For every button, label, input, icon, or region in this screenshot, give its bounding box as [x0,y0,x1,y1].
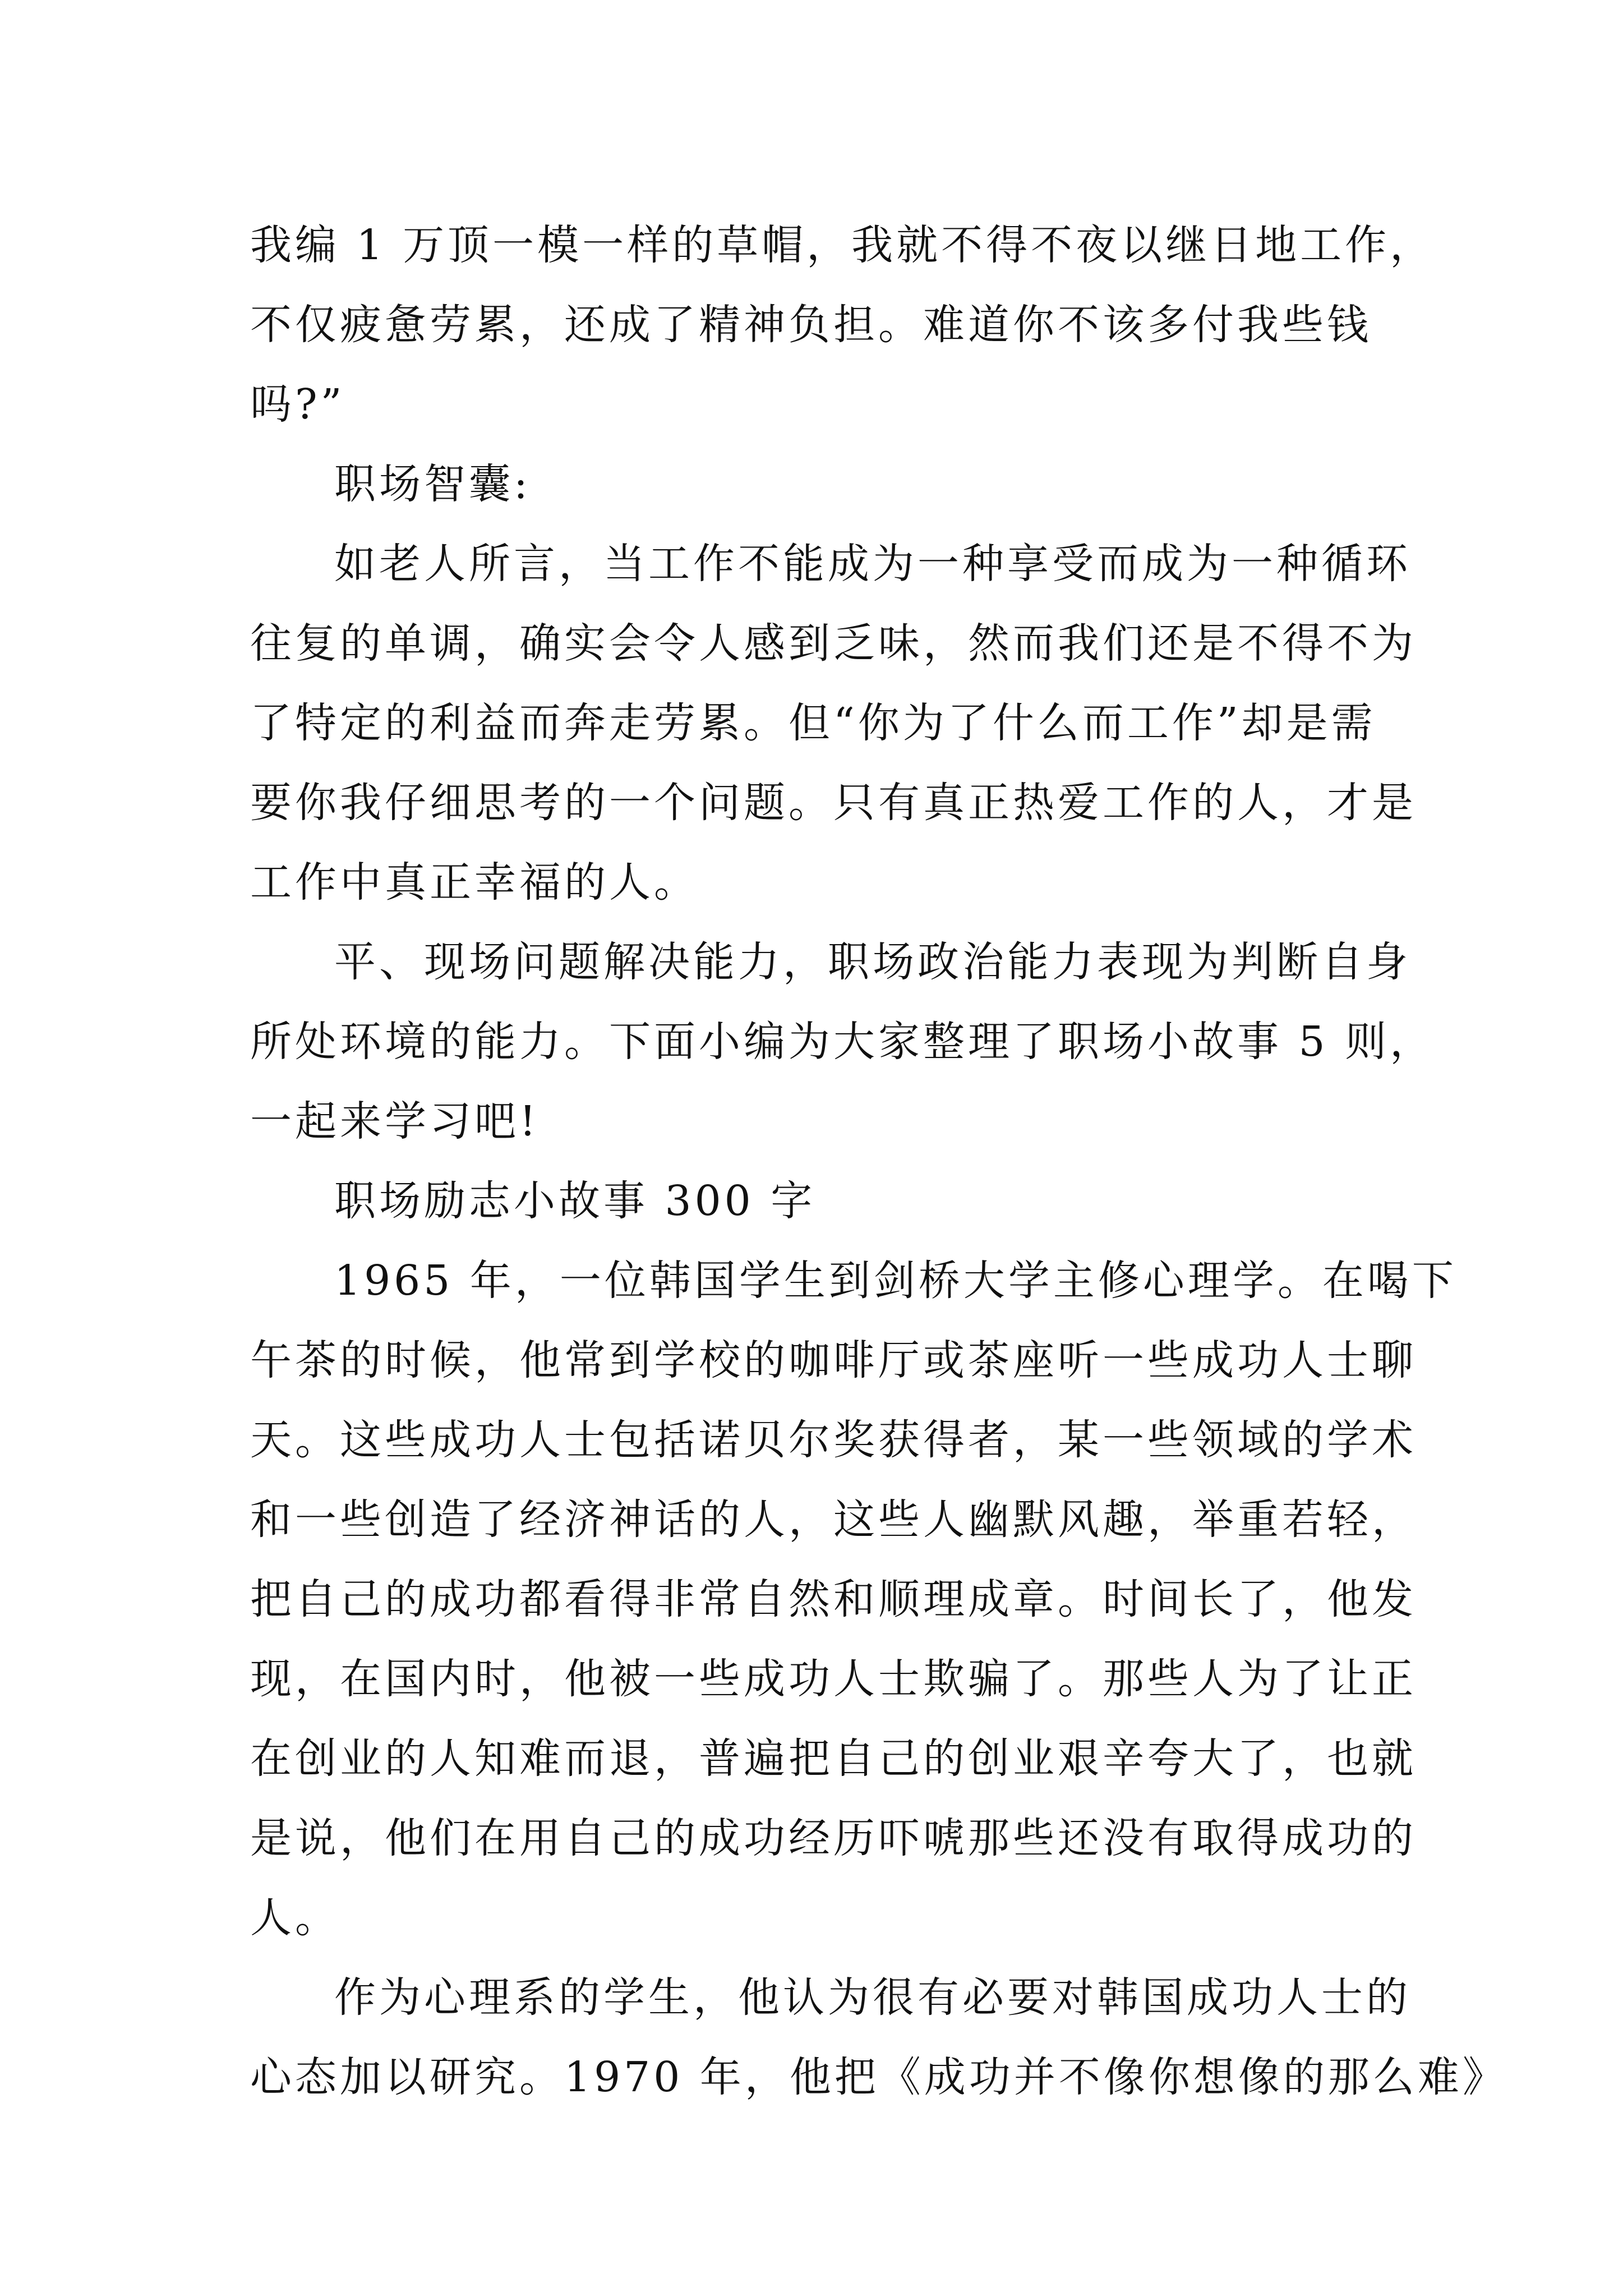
text-line: 我编 1 万顶一模一样的草帽，我就不得不夜以继日地工作， [250,221,1435,269]
section-heading: 职场励志小故事 300 字 [334,1177,816,1225]
text-line: 把自己的成功都看得非常自然和顺理成章。时间长了，他发 [250,1575,1417,1623]
text-line: 吗?” [250,380,345,429]
text-line: 天。这些成功人士包括诺贝尔奖获得者，某一些领域的学术 [250,1416,1417,1464]
text-line: 心态加以研究。1970 年，他把《成功并不像你想像的那么难》 [250,2053,1507,2101]
text-line: 人。 [250,1894,340,1942]
paragraph-story-continuation [250,1958,1507,2117]
text-line: 现，在国内时，他被一些成功人士欺骗了。那些人为了让正 [250,1655,1417,1703]
text-line: 午茶的时候，他常到学校的咖啡厅或茶座听一些成功人士聊 [250,1336,1417,1384]
text-line: 不仅疲惫劳累，还成了精神负担。难道你不该多付我些钱 [250,301,1372,349]
text-line: 作为心理系的学生，他认为很有必要对韩国成功人士的 [334,1973,1411,2022]
text-line: 和一些创造了经济神话的人，这些人幽默风趣，举重若轻， [250,1496,1417,1544]
paragraph-introduction [250,922,1435,1161]
text-line: 要你我仔细思考的一个问题。只有真正热爱工作的人，才是 [250,779,1417,827]
text-line: 是说，他们在用自己的成功经历吓唬那些还没有取得成功的 [250,1814,1417,1862]
paragraph-career-tips-body [250,524,1428,922]
text-line: 一起来学习吧! [250,1097,540,1145]
paragraph-story-title [250,1161,1428,1241]
paragraph-straw-hat-continuation [250,205,1435,444]
text-line: 所处环境的能力。下面小编为大家整理了职场小故事 5 则， [250,1018,1435,1066]
paragraph-career-tips-heading [250,444,1428,524]
paragraph-story-body [250,1241,1457,1958]
text-line: 在创业的人知难而退，普遍把自己的创业艰辛夸大了，也就 [250,1734,1417,1783]
section-heading: 职场智囊: [334,460,531,508]
text-line: 了特定的利益而奔走劳累。但“你为了什么而工作”却是需 [250,699,1376,747]
text-line: 1965 年，一位韩国学生到剑桥大学主修心理学。在喝下 [334,1257,1457,1305]
text-line: 往复的单调，确实会令人感到乏味，然而我们还是不得不为 [250,619,1417,668]
text-line: 工作中真正幸福的人。 [250,858,699,907]
text-line: 如老人所言，当工作不能成为一种享受而成为一种循环 [334,540,1411,588]
text-line: 平、现场问题解决能力，职场政治能力表现为判断自身 [334,938,1411,986]
document-body [250,205,1507,2117]
